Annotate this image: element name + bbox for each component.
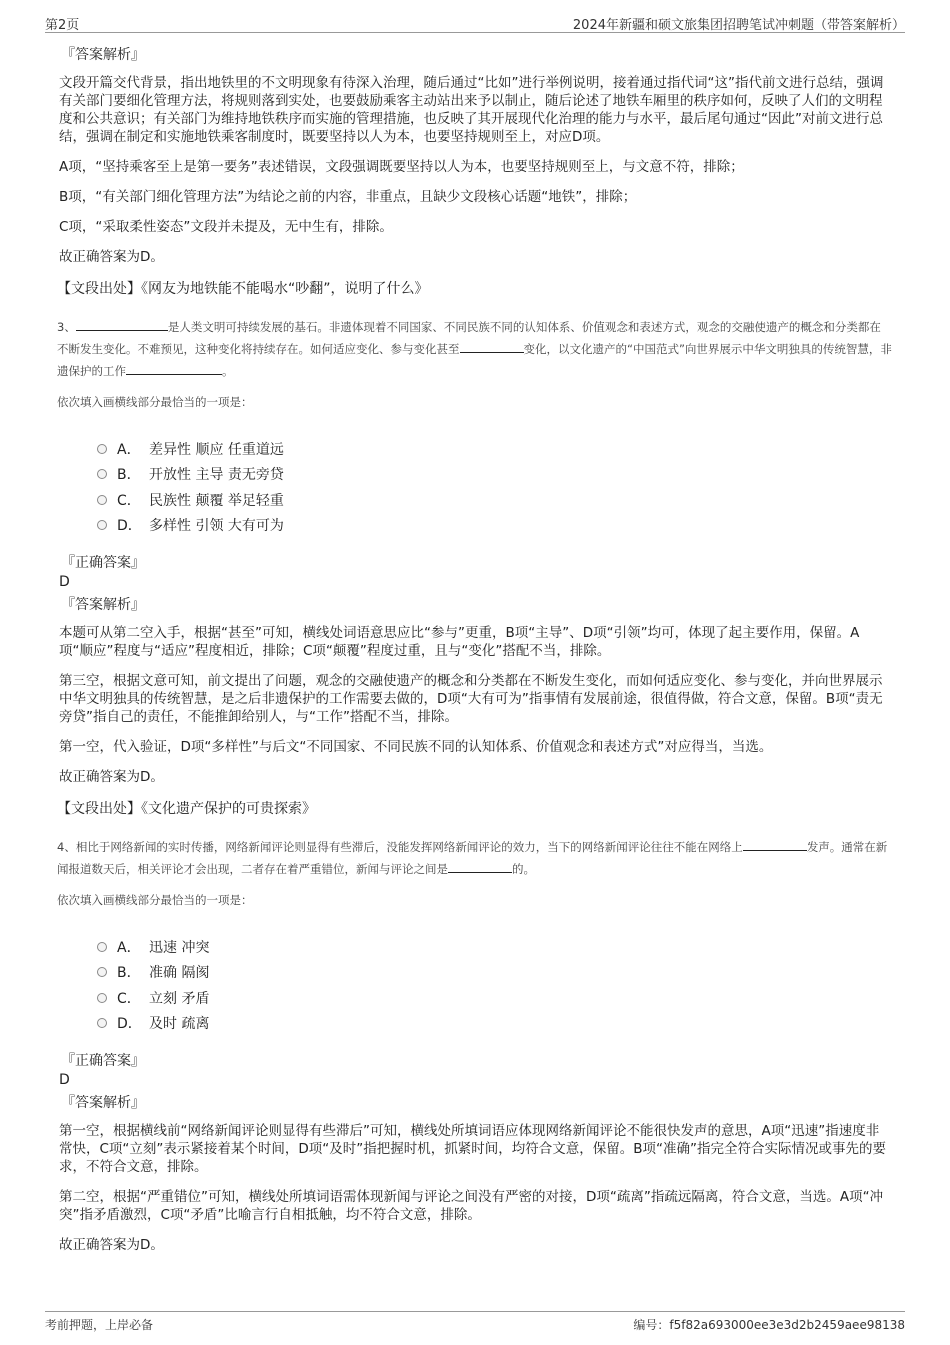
q3-instruction: 依次填入画横线部分最恰当的一项是： — [57, 395, 253, 409]
q4-option-c[interactable]: C． 立刻 矛盾 — [97, 985, 892, 1011]
q3-analysis-paragraph: 第一空，代入验证，D项“多样性”与后文“不同国家、不同民族不同的认知体系、价值观念和表述方式”对应得当，当选。 — [59, 739, 773, 755]
q4-analysis-paragraph: 故正确答案为D。 — [59, 1237, 164, 1253]
q2-analysis-paragraph: A项，“坚持乘客至上是第一要务”表述错误，文段强调既要坚持以人为本，也要坚持规则至上，与文意不符，排除； — [59, 159, 744, 175]
q3-option-d[interactable]: D． 多样性 引领 大有可为 — [97, 513, 892, 539]
q3-stem: 3、 是人类文明可持续发展的基石。非遗体现着不同国家、不同民族不同的认知体系、价值观念和表述方式，观念的交融使遗产的概念和分类都在不断发生变化。不难预见，这种变化将持续存在。如何适应变化、参与变化甚至 变化，以文化遗产的“中国范式”向世界展示中华文明独具的传统智慧，非遗保护的工作 。 — [57, 320, 892, 378]
q3-analysis-paragraph: 故正确答案为D。 — [59, 769, 164, 785]
q4-analysis-paragraph: 第一空，根据横线前“网络新闻评论则显得有些滞后”可知，横线处所填词语应体现网络新闻评论不能很快发声的意思，A项“迅速”指速度非常快，C项“立刻”表示紧接着某个时间，D项“及时”指把握时机，抓紧时间，均符合文意，保留。B项“准确”指完全符合实际情况或事先的要求，不符合文意，排除。 — [59, 1123, 887, 1175]
page-number: 第2页 — [45, 18, 80, 33]
q3-analysis-label: 『答案解析』 — [61, 597, 145, 613]
q4-option-d[interactable]: D． 及时 疏离 — [97, 1011, 892, 1037]
radio-button[interactable] — [97, 993, 107, 1003]
fill-blank — [126, 362, 222, 375]
fill-blank — [76, 318, 168, 331]
radio-button[interactable] — [97, 942, 107, 952]
fill-blank — [460, 340, 524, 353]
document-title: 2024年新疆和硕文旅集团招聘笔试冲刺题（带答案解析） — [572, 18, 905, 33]
page-content — [57, 44, 892, 1266]
q4-analysis-label: 『答案解析』 — [61, 1095, 145, 1111]
page-header — [45, 10, 905, 33]
q3-analysis-paragraph: 第三空，根据文意可知，前文提出了问题，观念的交融使遗产的概念和分类都在不断发生变化，而如何适应变化、参与变化，并向世界展示中华文明独具的传统智慧，是之后非遗保护的工作需要去做的，D项“大有可为”指事情有发展前途，很值得做，符合文意，保留。B项“责无旁贷”指自己的责任，不能推卸给别人，与“工作”搭配不当，排除。 — [59, 673, 883, 725]
q2-analysis-paragraph: 文段开篇交代背景，指出地铁里的不文明现象有待深入治理，随后通过“比如”进行举例说明，接着通过指代词“这”指代前文进行总结，强调有关部门要细化管理方法，将规则落到实处，也要鼓励乘客主动站出来予以制止，随后论述了地铁车厢里的秩序如何，反映了人们的文明程度和公共意识；有关部门为维持地铁秩序而实施的管理措施，也反映了其开展现代化治理的能力与水平，最后尾句通过“因此”对前文进行总结，强调在制定和实施地铁乘客制度时，既要坚持以人为本，也要坚持规则至上，对应D项。 — [59, 75, 884, 145]
q4-analysis-paragraph: 第二空，根据“严重错位”可知，横线处所填词语需体现新闻与评论之间没有严密的对接，D项“疏离”指疏远隔离，符合文意，当选。A项“冲突”指矛盾激烈，C项“矛盾”比喻言行自相抵触，均不符合文意，排除。 — [59, 1189, 884, 1223]
q2-analysis-paragraph: B项，“有关部门细化管理方法”为结论之前的内容，非重点，且缺少文段核心话题“地铁”，排除； — [59, 189, 637, 205]
q3-correct-label: 『正确答案』 — [61, 555, 145, 571]
fill-blank — [448, 860, 512, 873]
q3-source: 【文段出处】《文化遗产保护的可贵探索》 — [57, 801, 316, 817]
q2-analysis-label: 『答案解析』 — [61, 47, 145, 63]
q4-correct-answer: D — [59, 1072, 70, 1088]
q4-instruction: 依次填入画横线部分最恰当的一项是： — [57, 893, 253, 907]
fill-blank — [743, 838, 807, 851]
q4-correct-label: 『正确答案』 — [61, 1053, 145, 1069]
q2-source: 【文段出处】《网友为地铁能不能喝水“吵翻”，说明了什么》 — [57, 281, 429, 297]
q4-option-a[interactable]: A． 迅速 冲突 — [97, 934, 892, 960]
q3-analysis-paragraph: 本题可从第二空入手，根据“甚至”可知，横线处词语意思应比“参与”更重，B项“主导”、D项“引领”均可，体现了起主要作用，保留。A项“顺应”程度与“适应”程度相近，排除；C项“颠覆”程度过重，且与“变化”搭配不当，排除。 — [59, 625, 860, 659]
page-footer — [45, 1311, 905, 1336]
q3-option-b[interactable]: B． 开放性 主导 责无旁贷 — [97, 462, 892, 488]
radio-button[interactable] — [97, 495, 107, 505]
radio-button[interactable] — [97, 1018, 107, 1028]
q4-options — [97, 934, 892, 1036]
radio-button[interactable] — [97, 967, 107, 977]
footer-slogan: 考前押题，上岸必备 — [45, 1318, 154, 1332]
q3-options — [97, 436, 892, 538]
q4-option-b[interactable]: B． 准确 隔阂 — [97, 960, 892, 986]
q2-analysis-paragraph: 故正确答案为D。 — [59, 249, 164, 265]
q2-analysis-paragraph: C项，“采取柔性姿态”文段并未提及，无中生有，排除。 — [59, 219, 393, 235]
radio-button[interactable] — [97, 444, 107, 454]
q3-option-c[interactable]: C． 民族性 颠覆 举足轻重 — [97, 487, 892, 513]
q3-correct-answer: D — [59, 574, 70, 590]
document-id: 编号：f5f82a693000ee3e3d2b2459aee98138 — [633, 1318, 905, 1332]
q4-stem: 4、相比于网络新闻的实时传播，网络新闻评论则显得有些滞后，没能发挥网络新闻评论的效力，当下的网络新闻评论往往不能在网络上 发声。通常在新闻报道数天后，相关评论才会出现，二者存在着严重错位，新闻与评论之间是 的。 — [57, 840, 888, 876]
radio-button[interactable] — [97, 520, 107, 530]
radio-button[interactable] — [97, 469, 107, 479]
q3-option-a[interactable]: A． 差异性 顺应 任重道远 — [97, 436, 892, 462]
